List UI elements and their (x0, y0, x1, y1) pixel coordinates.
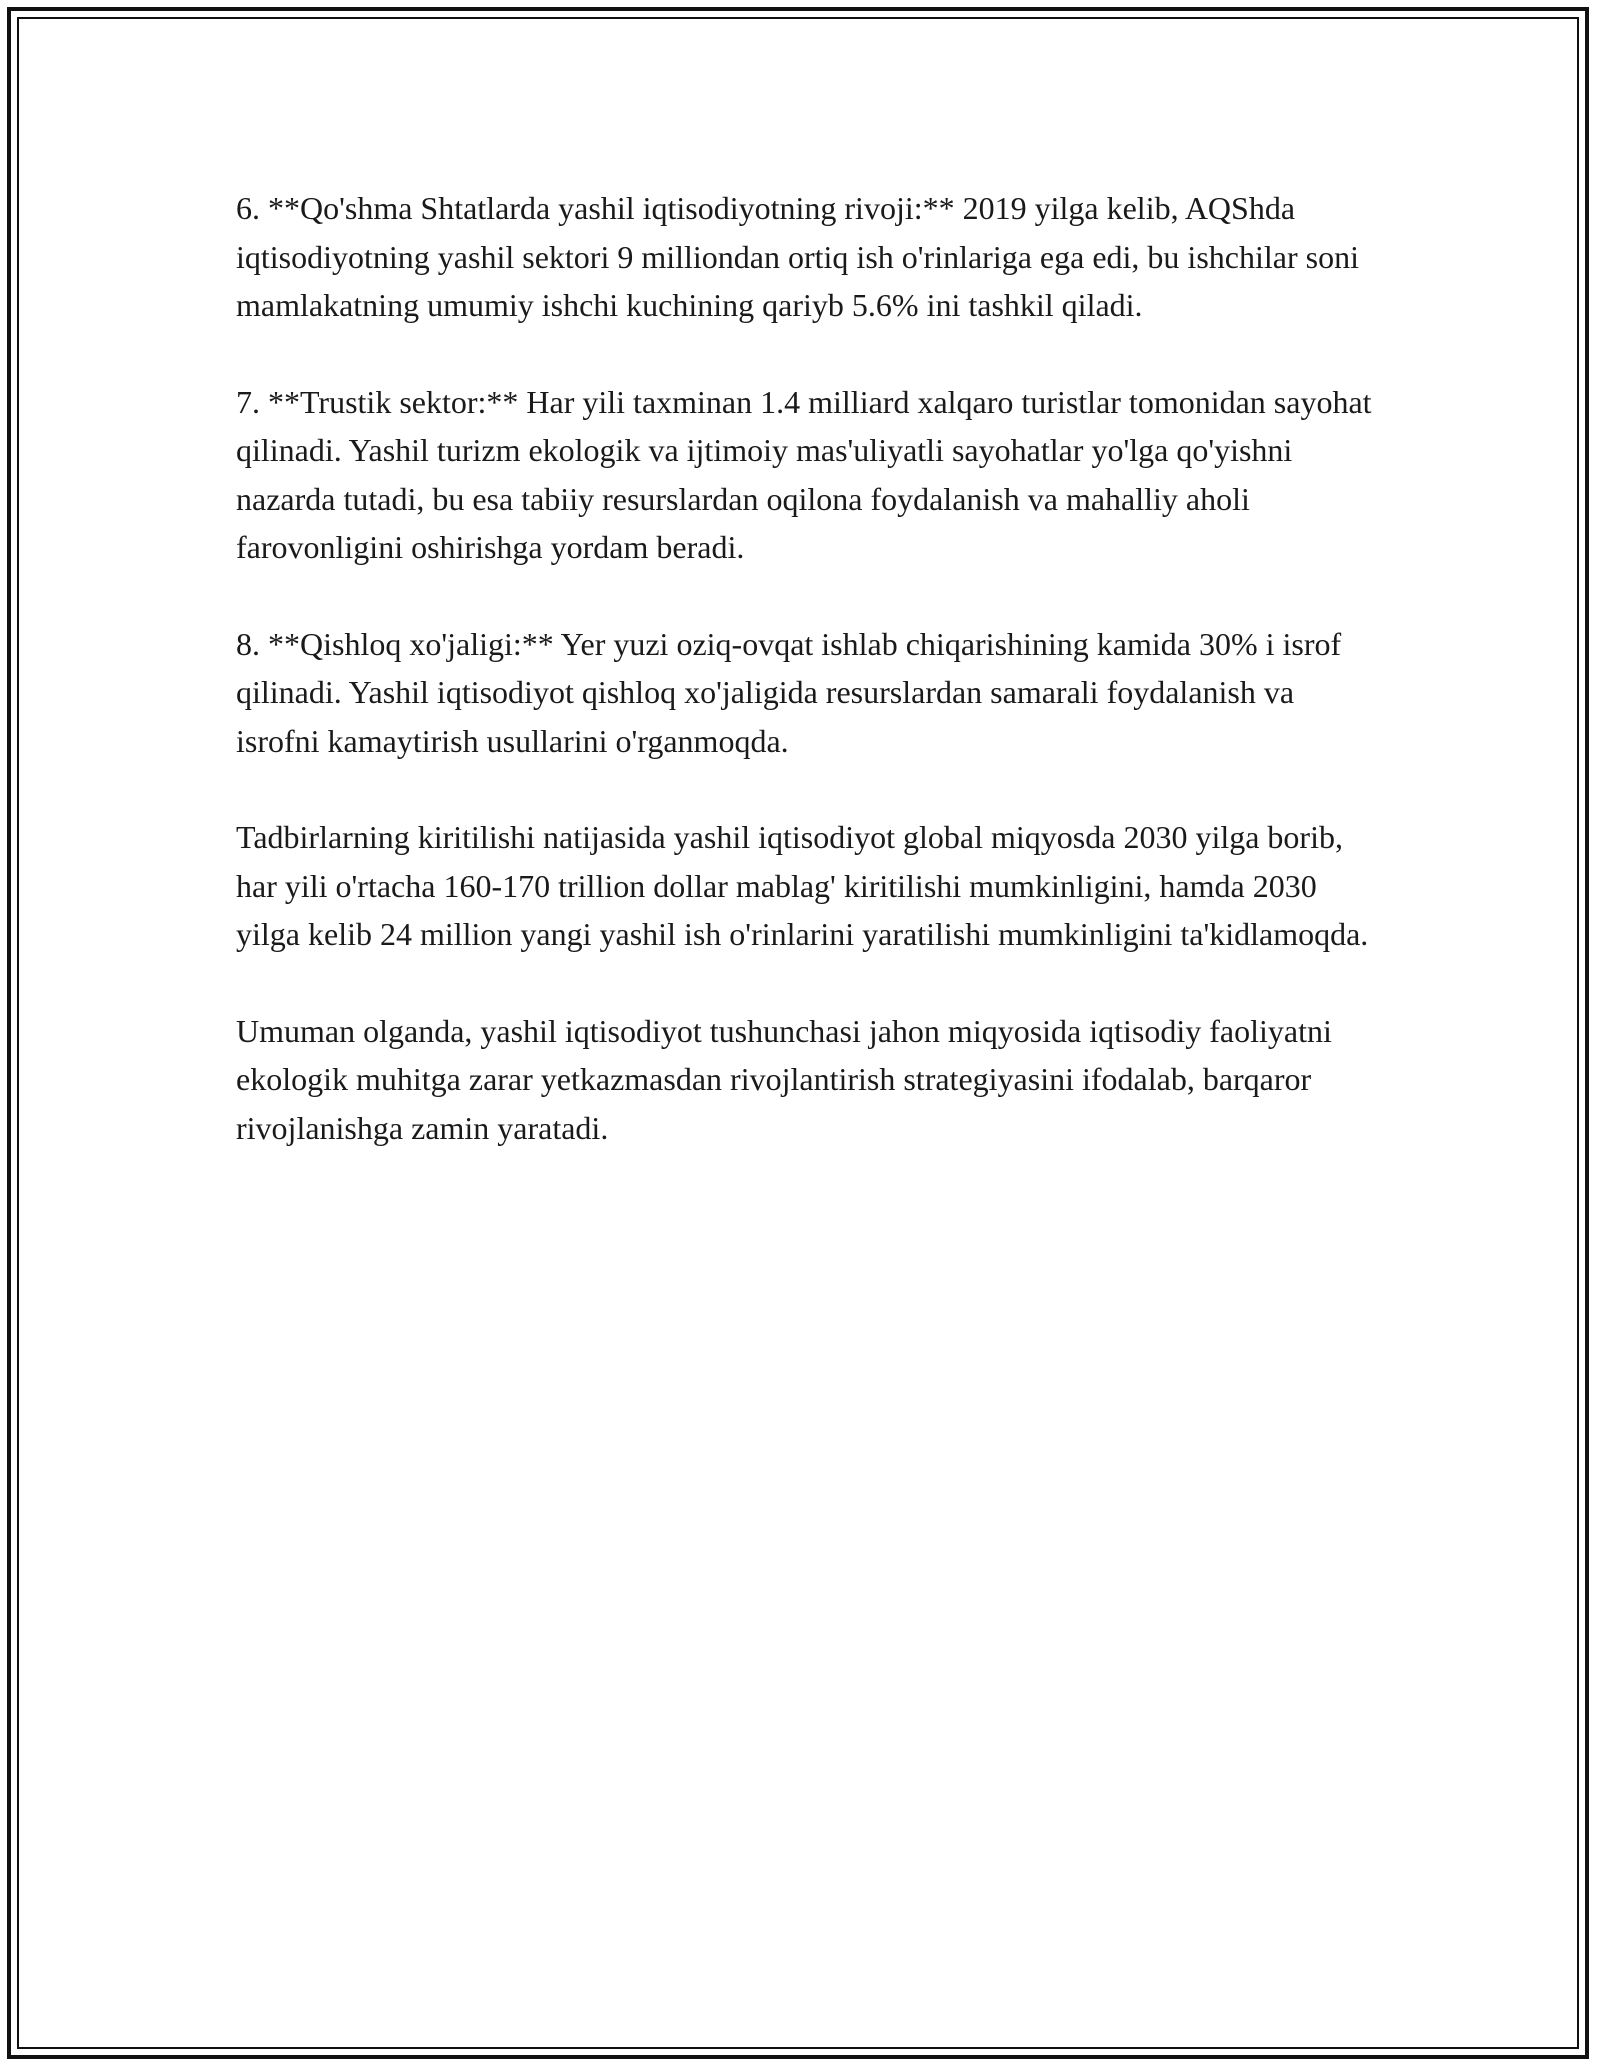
paragraph-conclusion: Umuman olganda, yashil iqtisodiyot tushunchasi jahon miqyosida iqtisodiy faoliyatni ekologik muhitga zarar yetkazmasdan rivojlantirish strategiyasini ifodalab, barqaror rivojlanishga zamin yaratadi. (236, 1012, 1332, 1146)
paragraph-measures-outcome: Tadbirlarning kiritilishi natijasida yashil iqtisodiyot global miqyosda 2030 yilga borib, har yili o'rtacha 160-170 trillion dollar mablag' kiritilishi mumkinligini, hamda 2030 yilga kelib 24 million yangi yashil ish o'rinlarini yaratilishi mumkinligini ta'kidlamoqda. (236, 819, 1369, 952)
document-body (236, 184, 1376, 1152)
paragraph-tourism-sector: 7. **Trustik sektor:** Har yili taxminan 1.4 milliard xalqaro turistlar tomonidan sayohat qilinadi. Yashil turizm ekologik va ijtimoiy mas'uliyatli sayohatlar yo'lga qo'yishni nazarda tutadi, bu esa tabiiy resurslardan oqilona foydalanish va mahalliy aholi farovonligini oshirishga yordam beradi. (236, 383, 1372, 565)
paragraph-us-green-economy: 6. **Qo'shma Shtatlarda yashil iqtisodiyotning rivoji:** 2019 yilga kelib, AQShda iqtisodiyotning yashil sektori 9 milliondan ortiq ish o'rinlariga ega edi, bu ishchilar soni mamlakatning umumiy ishchi kuchining qariyb 5.6% ini tashkil qiladi. (236, 190, 1359, 323)
paragraph-agriculture: 8. **Qishloq xo'jaligi:** Yer yuzi oziq-ovqat ishlab chiqarishining kamida 30% i isrof qilinadi. Yashil iqtisodiyot qishloq xo'jaligida resurslardan samarali foydalanish va isrofni kamaytirish usullarini o'rganmoqda. (236, 625, 1342, 759)
